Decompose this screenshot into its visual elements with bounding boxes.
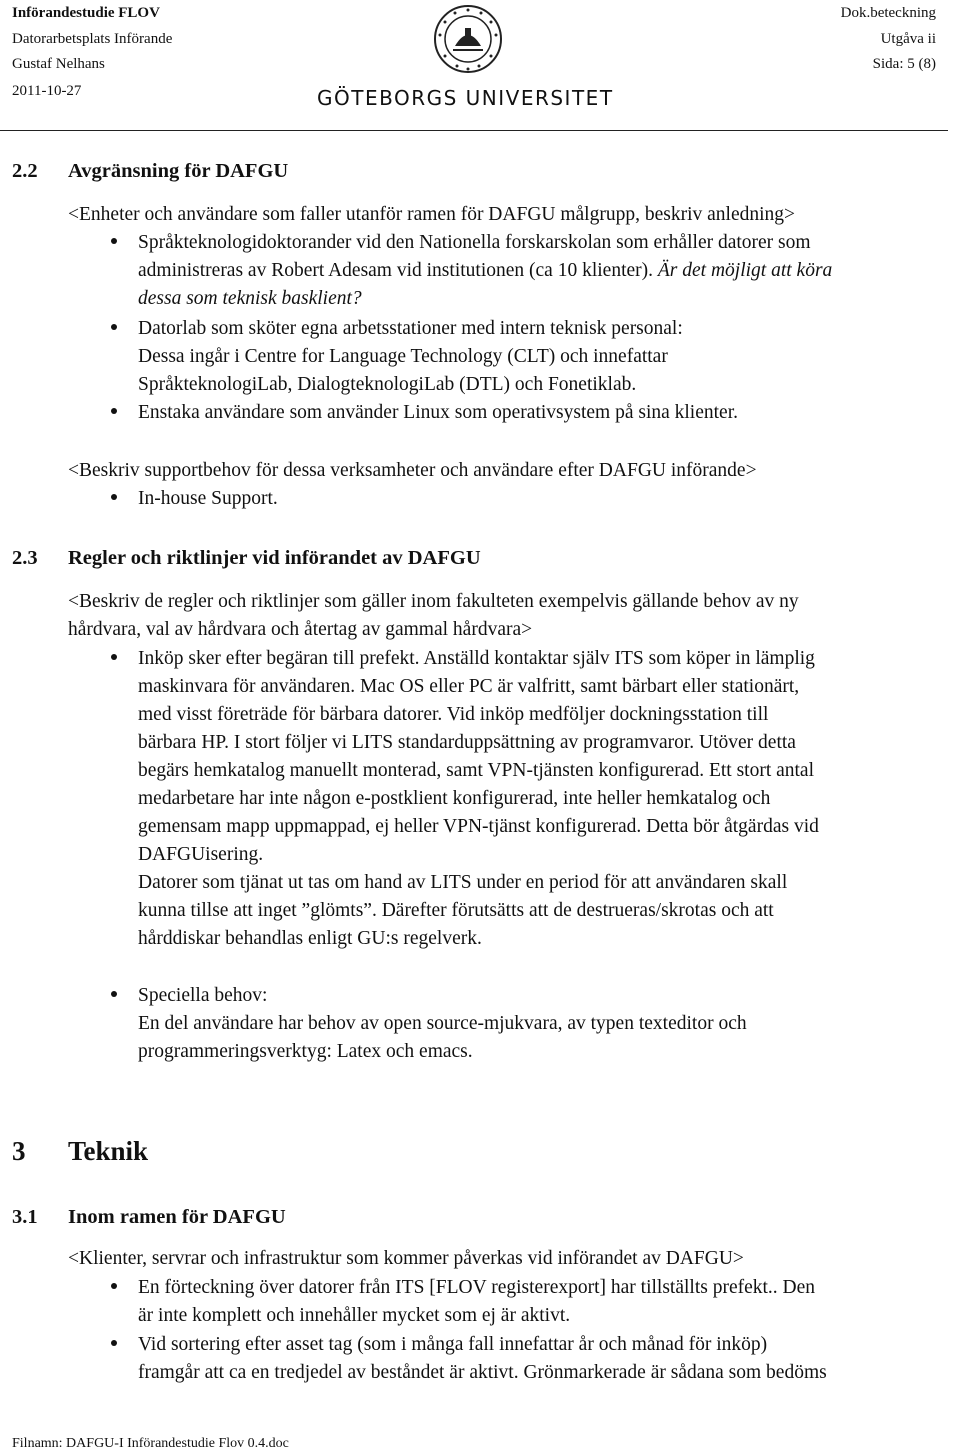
section-3-heading: Teknik: [68, 1136, 149, 1166]
s23-b2-line: En del användare har behov av open source-mjukvara, av typen texteditor och: [138, 1013, 747, 1034]
support-intro: <Beskriv supportbehov för dessa verksamheter och användare efter DAFGU införande>: [68, 460, 757, 481]
doc-title: Införandestudie FLOV: [12, 5, 160, 21]
edition-label: Utgåva ii: [880, 31, 936, 47]
s23-b1-line: DAFGUisering.: [138, 844, 264, 865]
s23-b1-line: med visst företräde för bärbara datorer. Vid inköp medföljer dockningsstation till: [138, 704, 769, 725]
section-2-3-heading: Regler och riktlinjer vid införandet av DAFGU: [68, 547, 481, 569]
section-2-2-heading: Avgränsning för DAFGU: [68, 160, 289, 182]
workplace-label: Datorarbetsplats Införande: [12, 31, 173, 47]
s23-b1-line: kunna tillse att inget ”glömts”. Därefter förutsätts att de destrueras/skrotas och att: [138, 900, 774, 921]
bullet-icon: [111, 238, 117, 244]
bullet-icon: [111, 1340, 117, 1346]
s31-intro: <Klienter, servrar och infrastruktur som kommer påverkas vid införandet av DAFGU>: [68, 1248, 744, 1269]
page-number: Sida: 5 (8): [872, 56, 936, 72]
footer-filename: Filnamn: DAFGU-I Införandestudie Flov 0.4.doc: [12, 1436, 289, 1451]
s23-b2-line: Speciella behov:: [138, 985, 268, 1006]
s31-b1-line: är inte komplett och innehåller mycket som ej är aktivt.: [138, 1305, 571, 1326]
section-2-2-number: 2.2: [12, 160, 38, 182]
doc-designation: Dok.beteckning: [840, 5, 936, 21]
bullet-icon: [111, 654, 117, 660]
s31-b1-line: En förteckning över datorer från ITS [FLOV registerexport] har tillställts prefekt.. Den: [138, 1277, 816, 1298]
s22-b2-line3: SpråkteknologiLab, DialogteknologiLab (DTL) och Fonetiklab.: [138, 374, 637, 395]
section-3-1-heading: Inom ramen för DAFGU: [68, 1206, 286, 1228]
s23-b1-line: hårddiskar behandlas enligt GU:s regelverk.: [138, 928, 482, 949]
s31-b2-line: framgår att ca en tredjedel av beståndet är aktivt. Grönmarkerade är sådana som bedöms: [138, 1362, 827, 1383]
section-2-2-intro: <Enheter och användare som faller utanför ramen för DAFGU målgrupp, beskriv anledning>: [68, 204, 796, 225]
support-bullet: In-house Support.: [138, 488, 278, 509]
s22-b2-line2: Dessa ingår i Centre for Language Technology (CLT) och innefattar: [138, 346, 668, 367]
s23-b1-line: Datorer som tjänat ut tas om hand av LITS under en period för att användaren skall: [138, 872, 788, 893]
s22-b2-line1: Datorlab som sköter egna arbetsstationer med intern teknisk personal:: [138, 318, 683, 339]
s22-b1-line3: dessa som teknisk basklient?: [138, 288, 362, 309]
university-name: GÖTEBORGS UNIVERSITET: [317, 86, 614, 110]
s23-b1-line: medarbetare har inte någon e-postklient konfigurerad, inte heller hemkatalog och: [138, 788, 771, 809]
university-seal-logo: [433, 4, 503, 74]
bullet-icon: [111, 408, 117, 414]
section-2-3-number: 2.3: [12, 547, 38, 569]
section-3-number: 3: [12, 1136, 26, 1166]
date-label: 2011-10-27: [12, 83, 82, 99]
bullet-icon: [111, 324, 117, 330]
s22-b3-line1: Enstaka användare som använder Linux som operativsystem på sina klienter.: [138, 402, 738, 423]
bullet-icon: [111, 1283, 117, 1289]
s22-b1-line2: administreras av Robert Adesam vid institutionen (ca 10 klienter). Är det möjligt att köra: [138, 260, 833, 281]
s31-b2-line: Vid sortering efter asset tag (som i många fall innefattar år och månad för inköp): [138, 1334, 768, 1355]
s23-intro-line2: hårdvara, val av hårdvara och återtag av gammal hårdvara>: [68, 619, 533, 640]
s23-b1-line: begärs hemkatalog manuellt monterad, samt VPN-tjänsten konfigurerad. Ett stort antal: [138, 760, 815, 781]
s23-b1-line: gemensam mapp uppmappad, ej heller VPN-tjänst konfigurerad. Detta bör åtgärdas vid: [138, 816, 819, 837]
bullet-icon: [111, 991, 117, 997]
s22-b1-line1: Språkteknologidoktorander vid den Nationella forskarskolan som erhåller datorer som: [138, 232, 811, 253]
bullet-icon: [111, 494, 117, 500]
s23-b2-line: programmeringsverktyg: Latex och emacs.: [138, 1041, 473, 1062]
s23-b1-line: maskinvara för användaren. Mac OS eller PC är valfritt, samt bärbart eller stationärt,: [138, 676, 800, 697]
header-divider: [0, 130, 948, 131]
author-label: Gustaf Nelhans: [12, 56, 105, 72]
s23-intro-line1: <Beskriv de regler och riktlinjer som gäller inom fakulteten exempelvis gällande behov av ny: [68, 591, 799, 612]
section-3-1-number: 3.1: [12, 1206, 38, 1228]
s23-b1-line: bärbara HP. I stort följer vi LITS standarduppsättning av programvaror. Utöver detta: [138, 732, 796, 753]
s23-b1-line: Inköp sker efter begäran till prefekt. Anställd kontaktar själv ITS som köper in lämplig: [138, 648, 815, 669]
